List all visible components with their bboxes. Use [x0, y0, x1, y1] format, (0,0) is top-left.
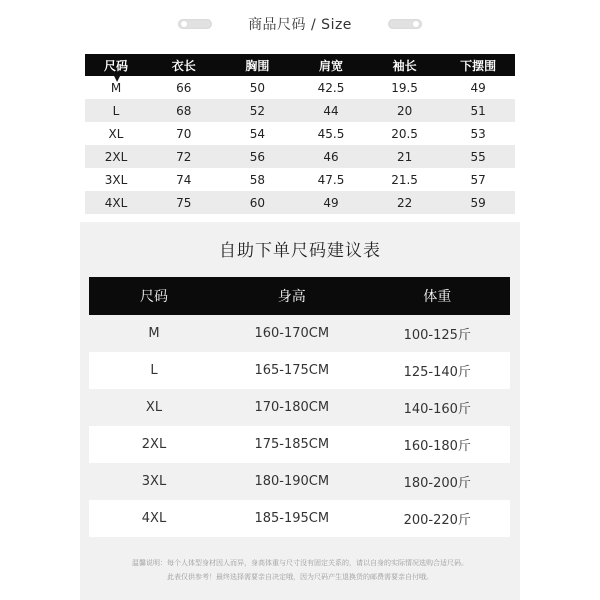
- table-cell: 46: [323, 149, 339, 164]
- header-cell: 袖长: [392, 58, 417, 73]
- table-cell: 49: [470, 80, 486, 95]
- table-row: [85, 76, 515, 99]
- toggle-pill-icon: [388, 19, 422, 29]
- footnote-line: 温馨说明：每个人体型身材因人而异，身高体重与尺寸没有固定关系的，请以自身的实际情况选购合适尺码。: [132, 559, 468, 567]
- table-cell: 54: [249, 126, 266, 141]
- table-cell: 52: [249, 103, 266, 118]
- table-cell: 60: [249, 195, 266, 210]
- table-row: [89, 389, 510, 426]
- table-cell: 44: [323, 103, 339, 118]
- footnote-line: 此表仅供参考！最终选择需要亲自决定哦，因为尺码产生退换货的邮费需要亲自付哦。: [167, 573, 433, 581]
- recommendation-rows: [89, 315, 510, 537]
- size-recommendation-panel: [80, 222, 520, 600]
- header-cell: 胸围: [245, 58, 270, 73]
- toggle-pill-icon: [178, 19, 212, 29]
- table-row: [89, 315, 510, 352]
- page-title-row: [0, 12, 600, 36]
- table-cell: 185-195CM: [254, 511, 330, 526]
- table-cell: 2XL: [141, 437, 167, 452]
- table-cell: 180-200斤: [403, 476, 471, 491]
- header-cell: 尺码: [103, 58, 128, 73]
- pointer-triangle-icon: ▼: [114, 74, 121, 83]
- table-cell: 74: [176, 172, 192, 187]
- table-cell: 4XL: [104, 195, 128, 210]
- header-cell: 尺码: [140, 289, 168, 305]
- table-cell: 42.5: [317, 80, 345, 95]
- table-cell: 50: [249, 80, 266, 95]
- header-cell: 体重: [423, 289, 452, 305]
- table-cell: 165-175CM: [254, 363, 330, 378]
- size-table: [85, 54, 515, 214]
- header-cell: 下摆围: [460, 58, 497, 73]
- table-cell: 47.5: [317, 172, 345, 187]
- table-cell: 200-220斤: [403, 513, 471, 528]
- header-cell: 衣长: [171, 58, 196, 73]
- table-row: [89, 426, 510, 463]
- table-cell: 55: [470, 149, 486, 164]
- table-row: [85, 191, 515, 214]
- table-cell: XL: [145, 400, 163, 415]
- table-cell: L: [150, 363, 158, 378]
- table-cell: 72: [176, 149, 192, 164]
- table-cell: 51: [470, 103, 486, 118]
- table-cell: 175-185CM: [254, 437, 330, 452]
- table-cell: 140-160斤: [403, 402, 471, 417]
- table-cell: 68: [176, 103, 192, 118]
- table-row: [85, 99, 515, 122]
- table-cell: 4XL: [141, 511, 167, 526]
- table-cell: 59: [470, 195, 486, 210]
- table-row: [85, 145, 515, 168]
- table-row: [89, 463, 510, 500]
- table-cell: 2XL: [104, 149, 128, 164]
- header-cell: 身高: [277, 289, 306, 305]
- header-cell: 肩宽: [318, 58, 343, 73]
- table-cell: 3XL: [104, 172, 128, 187]
- table-cell: 170-180CM: [254, 400, 330, 415]
- table-cell: 58: [249, 172, 266, 187]
- table-cell: 19.5: [391, 80, 418, 95]
- table-row: [85, 168, 515, 191]
- size-table-header: [85, 54, 515, 76]
- table-cell: 20: [396, 103, 413, 118]
- table-cell: 56: [249, 149, 266, 164]
- recommendation-header: [89, 277, 510, 315]
- table-cell: 22: [396, 195, 413, 210]
- table-cell: 53: [470, 126, 486, 141]
- table-cell: 160-170CM: [254, 326, 330, 341]
- table-cell: 100-125斤: [403, 328, 471, 343]
- table-cell: 57: [470, 172, 486, 187]
- table-cell: 3XL: [141, 474, 167, 489]
- table-cell: 180-190CM: [254, 474, 330, 489]
- table-cell: 75: [176, 195, 192, 210]
- table-cell: 21: [396, 149, 413, 164]
- table-cell: 125-140斤: [403, 365, 471, 380]
- table-cell: M: [148, 326, 160, 341]
- table-row: [89, 352, 510, 389]
- table-cell: XL: [108, 126, 124, 141]
- table-cell: 49: [323, 195, 339, 210]
- table-cell: 160-180斤: [403, 439, 471, 454]
- panel-title: 自助下单尺码建议表: [219, 241, 381, 261]
- table-cell: 66: [176, 80, 192, 95]
- table-cell: 21.5: [391, 172, 418, 187]
- table-cell: M: [110, 80, 122, 95]
- table-cell: 20.5: [391, 126, 418, 141]
- table-cell: 70: [176, 126, 192, 141]
- page-title: 商品尺码 / Size: [248, 17, 352, 33]
- table-row: [89, 500, 510, 537]
- table-row: [85, 122, 515, 145]
- table-cell: L: [112, 103, 120, 118]
- footnote: [80, 556, 520, 584]
- table-cell: 45.5: [317, 126, 345, 141]
